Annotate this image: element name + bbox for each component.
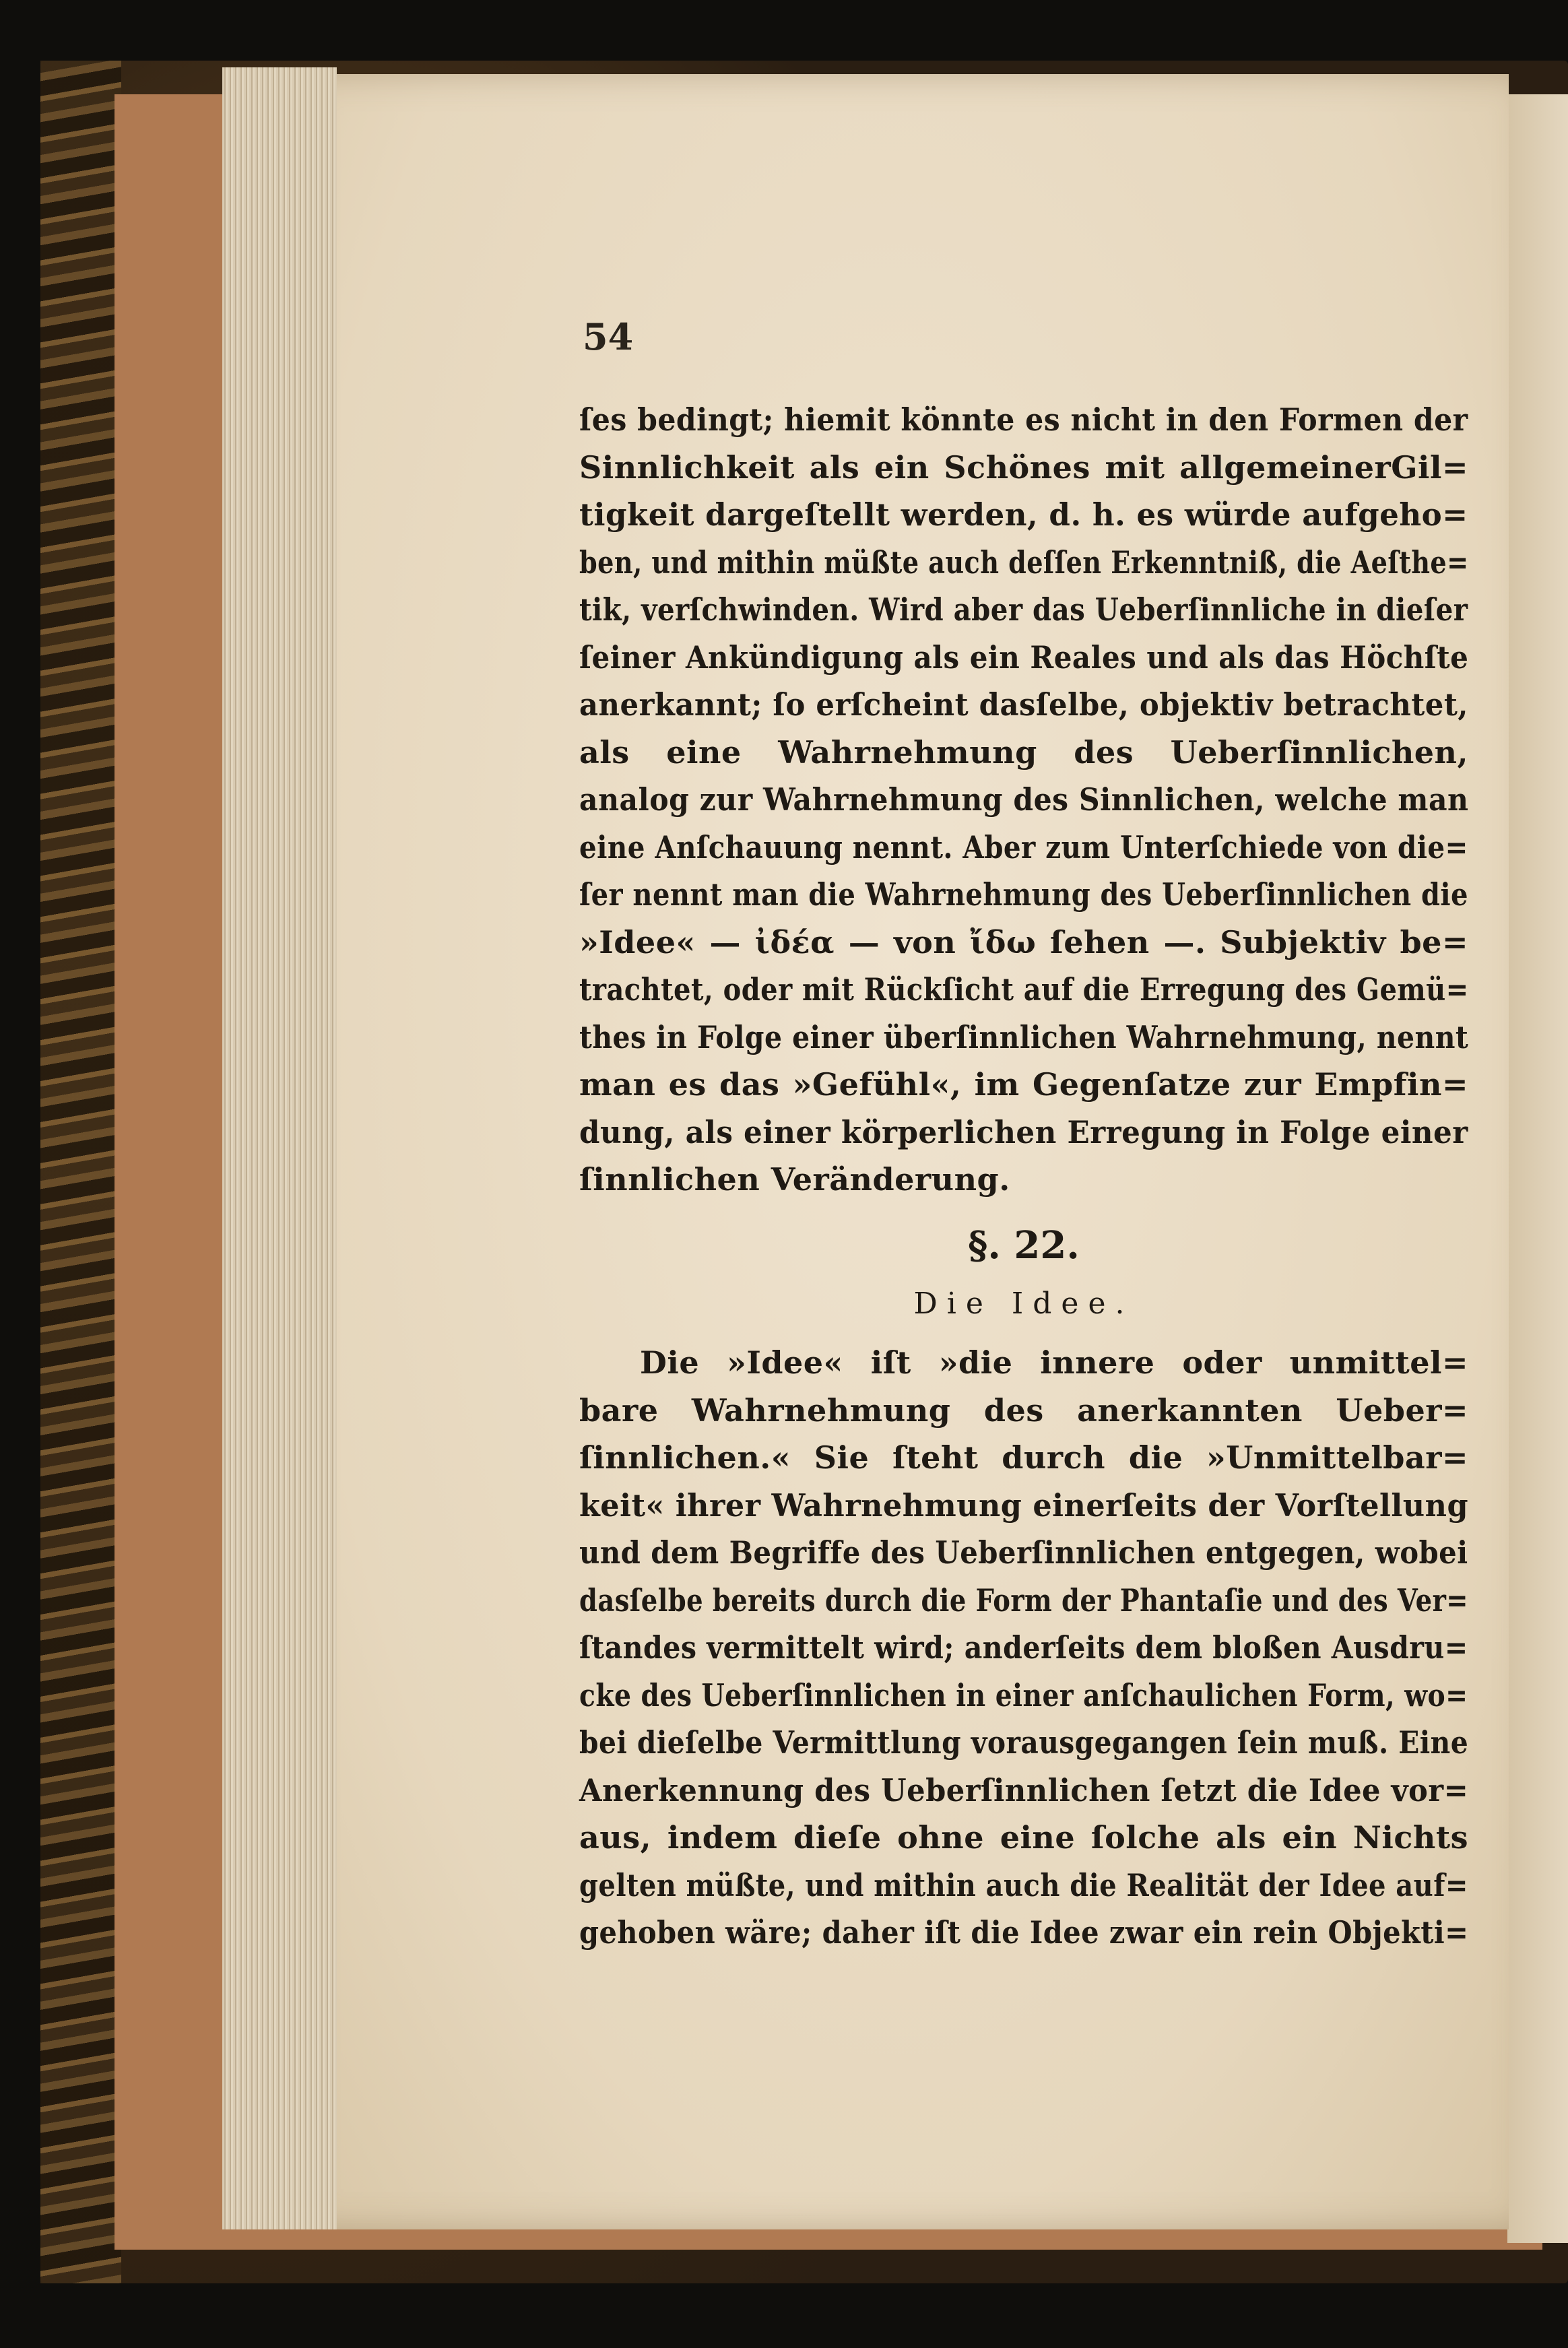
- text-line: bare Wahrnehmung des anerkannten Ueber=: [579, 1392, 1468, 1429]
- text-line: ſer nennt man die Wahrnehmung des Ueberſinnlichen die: [579, 876, 1468, 913]
- text-line: man es das »Gefühl«, im Gegenſatze zur Empfin=: [579, 1066, 1468, 1103]
- page-number: 54: [583, 315, 634, 358]
- text-line: tik, verſchwinden. Wird aber das Ueberſinnliche in dieſer: [579, 591, 1468, 628]
- section-subtitle: Die Idee.: [913, 1286, 1134, 1321]
- text-line: tigkeit dargeſtellt werden, d. h. es würde aufgeho=: [579, 496, 1468, 533]
- text-line: Die »Idee« iſt »die innere oder unmittel=: [640, 1344, 1468, 1381]
- text-line: und dem Begriffe des Ueberſinnlichen entgegen, wobei: [579, 1534, 1468, 1571]
- text-line: ſinnlichen Veränderung.: [579, 1161, 1010, 1198]
- text-line: ben, und mithin müßte auch deſſen Erkenntniß, die Aeſthe=: [579, 544, 1469, 581]
- text-line: gelten müßte, und mithin auch die Realität der Idee auf=: [579, 1866, 1468, 1903]
- page-stack-edge: [222, 67, 337, 2229]
- text-line: dung, als einer körperlichen Erregung in Folge einer: [579, 1113, 1468, 1150]
- text-line: ſinnlichen.« Sie ſteht durch die »Unmittelbar=: [579, 1439, 1468, 1476]
- text-line: keit« ihrer Wahrnehmung einerſeits der Vorſtellung: [579, 1487, 1469, 1524]
- facing-page-edge: [1507, 94, 1568, 2243]
- text-line: thes in Folge einer überſinnlichen Wahrnehmung, nennt: [579, 1018, 1469, 1055]
- text-line: bei dieſelbe Vermittlung vorausgegangen ſein muß. Eine: [579, 1724, 1469, 1761]
- text-line: »Idee« — ἰδέα — von ἴδω ſehen —. Subjektiv be=: [579, 923, 1468, 960]
- text-line: ſeiner Ankündigung als ein Reales und als das Höchſte: [579, 639, 1469, 676]
- text-line: trachtet, oder mit Rückſicht auf die Erregung des Gemü=: [579, 971, 1469, 1008]
- text-line: aus, indem dieſe ohne eine ſolche als ein Nichts: [579, 1819, 1468, 1856]
- text-line: anerkannt; ſo erſcheint dasſelbe, objektiv betrachtet,: [579, 686, 1468, 723]
- marbled-cover-edge: [40, 61, 121, 2283]
- book-page: [283, 74, 1509, 2229]
- text-line: dasſelbe bereits durch die Form der Phantaſie und des Ver=: [579, 1581, 1468, 1619]
- text-line: als eine Wahrnehmung des Ueberſinnlichen,: [579, 733, 1468, 771]
- text-line: gehoben wäre; daher iſt die Idee zwar ein rein Objekti=: [579, 1914, 1469, 1951]
- text-line: analog zur Wahrnehmung des Sinnlichen, welche man: [579, 781, 1469, 818]
- text-line: eine Anſchauung nennt. Aber zum Unterſchiede von die=: [579, 828, 1468, 866]
- text-line: cke des Ueberſinnlichen in einer anſchaulichen Form, wo=: [579, 1676, 1468, 1714]
- text-line: Sinnlichkeit als ein Schönes mit allgemeinerGil=: [579, 449, 1468, 486]
- section-title: §. 22.: [968, 1223, 1080, 1268]
- text-line: ſtandes vermittelt wird; anderſeits dem bloßen Ausdru=: [579, 1629, 1468, 1666]
- text-line: ſes bedingt; hiemit könnte es nicht in den Formen der: [579, 401, 1468, 438]
- text-line: Anerkennung des Ueberſinnlichen ſetzt die Idee vor=: [579, 1771, 1469, 1808]
